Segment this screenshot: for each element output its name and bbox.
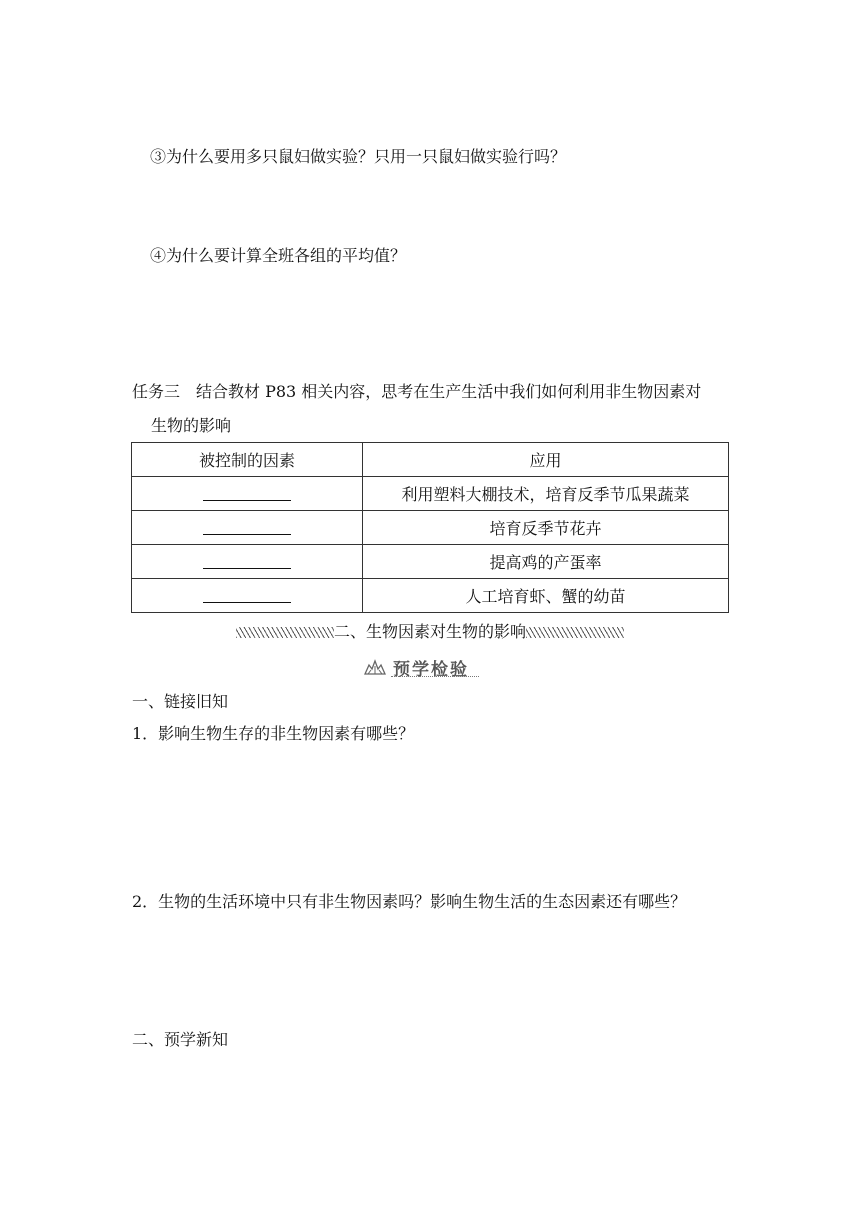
table-header-row [132,443,729,477]
question-4: ④为什么要计算全班各组的平均值？ [150,246,407,265]
factor-application-table [131,442,729,613]
hatch-decoration-right [526,627,624,638]
question-3: ③为什么要用多只鼠妇做实验？只用一只鼠妇做实验行吗？ [150,147,567,166]
review-item-1: 1．影响生物生存的非生物因素有哪些？ [132,724,415,743]
blank-cell [132,477,363,511]
task-3-line-1: 任务三 结合教材 P83 相关内容，思考在生产生活中我们如何利用非生物因素对 [132,382,702,401]
application-cell: 提高鸡的产蛋率 [363,545,729,579]
badge-label: 预学检验 [393,660,469,680]
section-2-title: 二、生物因素对生物的影响 [333,622,526,641]
application-cell: 利用塑料大棚技术，培育反季节瓜果蔬菜 [363,477,729,511]
table-row [132,477,729,511]
table-row [132,545,729,579]
blank-cell [132,579,363,613]
header-controlled-factor: 被控制的因素 [132,443,363,477]
section-2-heading [0,621,860,643]
task-3-line-2: 生物的影响 [151,416,232,435]
header-application: 应用 [363,443,729,477]
fill-in-blank[interactable] [203,488,291,501]
application-cell: 人工培育虾、蟹的幼苗 [363,579,729,613]
badge-underline [391,676,479,677]
building-icon [363,657,387,675]
preview-check-badge [363,654,479,678]
hatch-decoration-left [236,627,334,638]
table-row [132,511,729,545]
review-item-2: 2．生物的生活环境中只有非生物因素吗？影响生物生活的生态因素还有哪些？ [132,892,687,911]
blank-cell [132,511,363,545]
blank-cell [132,545,363,579]
application-cell: 培育反季节花卉 [363,511,729,545]
fill-in-blank[interactable] [203,522,291,535]
fill-in-blank[interactable] [203,590,291,603]
fill-in-blank[interactable] [203,556,291,569]
review-heading: 一、链接旧知 [132,692,229,711]
table-row [132,579,729,613]
preview-heading: 二、预学新知 [132,1030,229,1049]
